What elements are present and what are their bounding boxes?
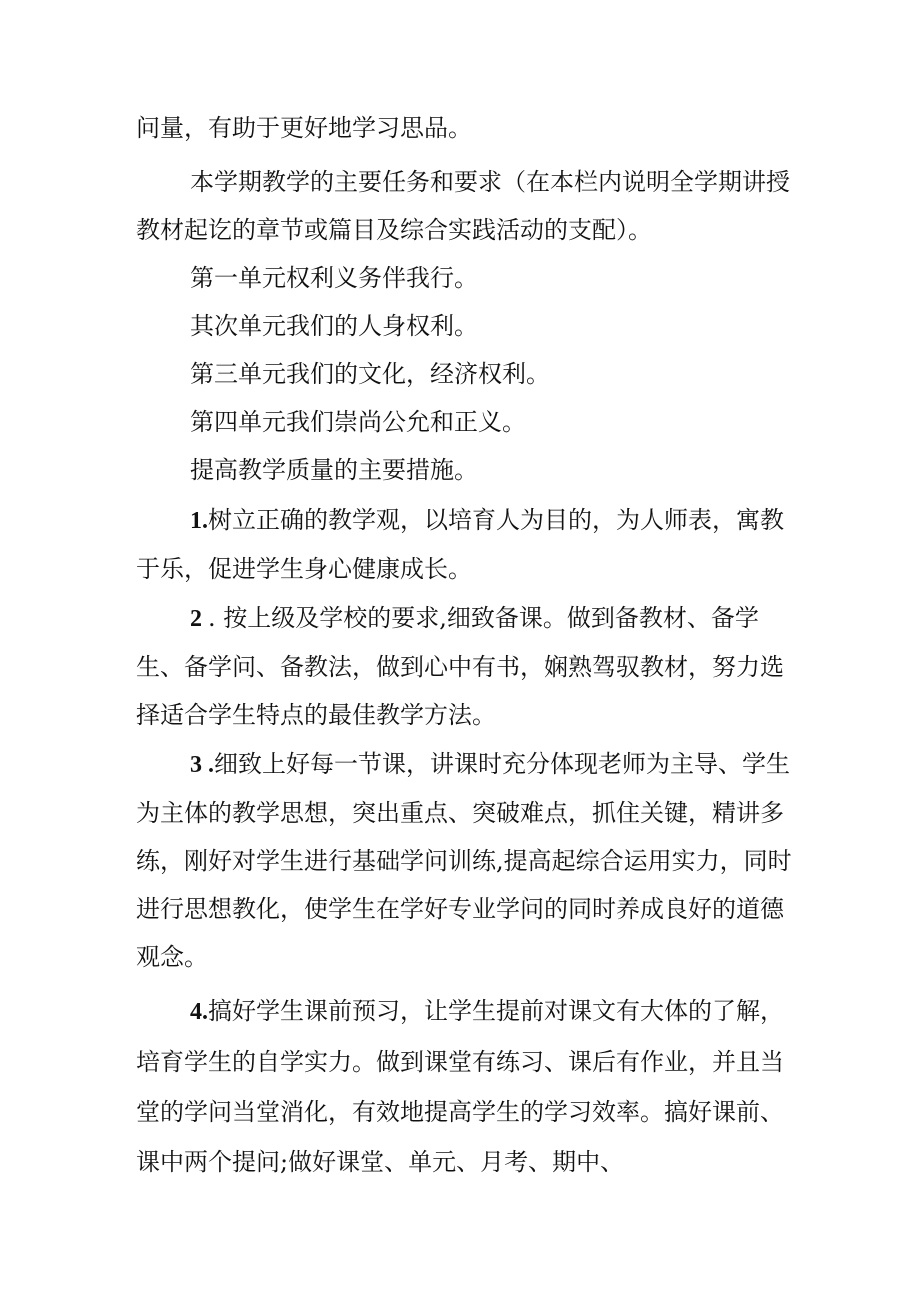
item-number: 1. bbox=[190, 508, 208, 534]
measure-item-2 bbox=[136, 594, 796, 739]
item-number: 2 bbox=[190, 606, 208, 632]
measure-item-3 bbox=[136, 740, 796, 981]
paragraph-text: 提高教学质量的主要措施。 bbox=[190, 456, 478, 484]
unit-text: 第一单元权利义务伴我行。 bbox=[190, 264, 478, 292]
unit-3 bbox=[136, 350, 796, 398]
unit-4 bbox=[136, 398, 796, 446]
item-text: . 按上级及学校的要求,细致备课。做到备教材、备学生、备学问、备教法，做到心中有书，娴熟驾驭教材，努力选择适合学生特点的最佳教学方法。 bbox=[136, 604, 784, 729]
item-text: 树立正确的教学观，以培育人为目的，为人师表，寓教于乐，促进学生身心健康成长。 bbox=[136, 506, 784, 583]
unit-1 bbox=[136, 254, 796, 302]
unit-2 bbox=[136, 302, 796, 350]
paragraph-intro-end bbox=[136, 104, 796, 152]
item-number: 4. bbox=[190, 999, 208, 1025]
unit-text: 第三单元我们的文化，经济权利。 bbox=[190, 360, 550, 388]
unit-text: 其次单元我们的人身权利。 bbox=[190, 312, 478, 340]
measure-item-4 bbox=[136, 986, 796, 1187]
measure-item-1 bbox=[136, 496, 796, 593]
unit-text: 第四单元我们崇尚公允和正义。 bbox=[190, 408, 526, 436]
paragraph-measures bbox=[136, 446, 796, 494]
paragraph-text: 本学期教学的主要任务和要求（在本栏内说明全学期讲授教材起讫的章节或篇目及综合实践活动的支配）。 bbox=[136, 168, 790, 244]
paragraph-tasks bbox=[136, 158, 796, 254]
paragraph-text: 问量，有助于更好地学习思品。 bbox=[136, 114, 472, 142]
item-text: 搞好学生课前预习，让学生提前对课文有大体的了解，培育学生的自学实力。做到课堂有练习、课后有作业，并且当堂的学问当堂消化，有效地提高学生的学习效率。搞好课前、课中两个提问;做好课堂、单元、月考、期中、 bbox=[136, 997, 784, 1176]
item-text: 细致上好每一节课，讲课时充分体现老师为主导、学生为主体的教学思想，突出重点、突破难点，抓住关键，精讲多练，刚好对学生进行基础学问训练,提高起综合运用实力，同时进行思想教化，使学生在学好专业学问的同时养成良好的道德观念。 bbox=[136, 750, 792, 971]
item-number: 3 . bbox=[190, 752, 214, 778]
